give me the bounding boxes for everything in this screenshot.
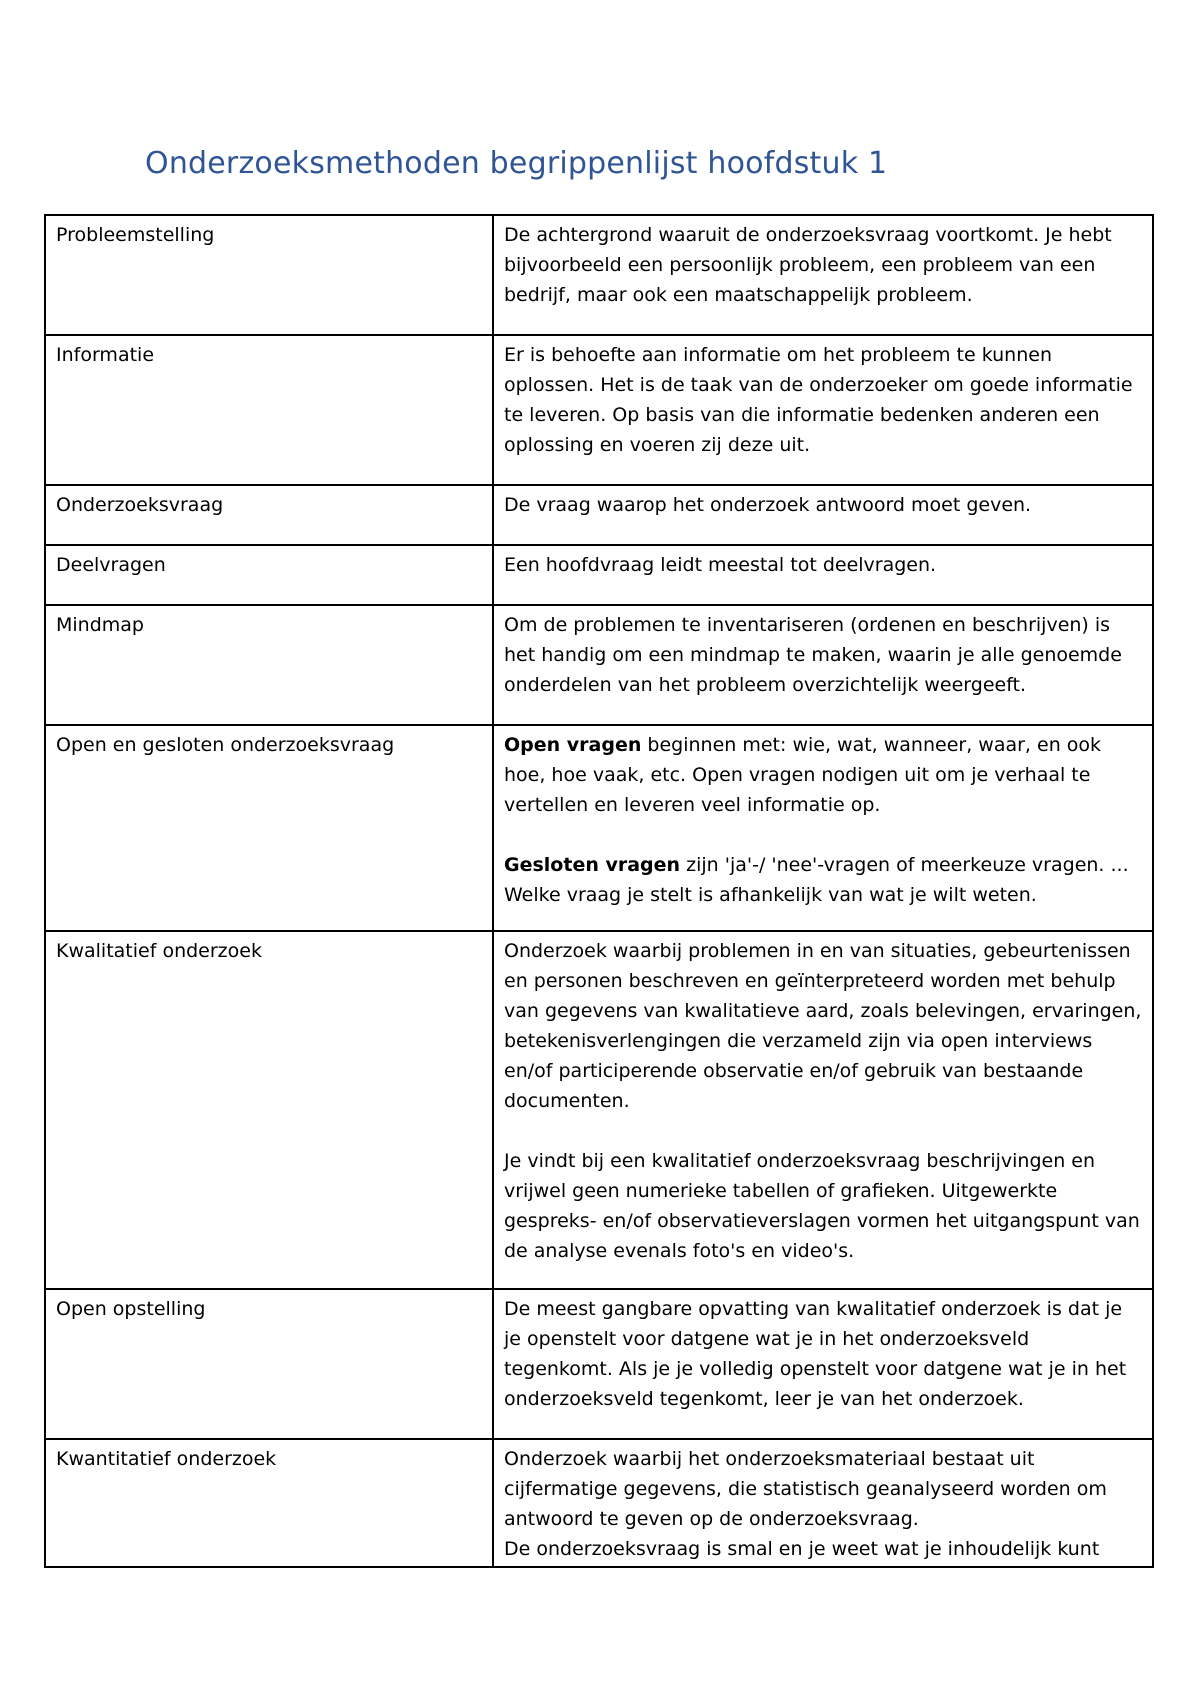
definition-cell: [493, 725, 1153, 931]
term-cell: Kwalitatief onderzoek: [45, 931, 493, 1289]
definition-cell: [493, 215, 1153, 335]
definition-paragraph: Je vindt bij een kwalitatief onderzoeksvraag beschrijvingen en vrijwel geen numerieke tabellen of grafieken. Uitgewerkte gespreks- en/of observatieverslagen vormen het uitgangspunt van de analyse evenals foto's en video's.: [504, 1150, 1140, 1262]
page-title: Onderzoeksmethoden begrippenlijst hoofdstuk 1: [145, 146, 888, 181]
closed-questions-label: Gesloten vragen: [504, 854, 681, 876]
definition-paragraph: De onderzoeksvraag is smal en je weet wat je inhoudelijk kunt: [504, 1538, 1100, 1560]
closed-questions-text: zijn 'ja'-/ 'nee'-vragen of meerkeuze vragen. ... Welke vraag je stelt is afhankelijk van wat je wilt weten.: [504, 854, 1129, 906]
definition-cell: [493, 1289, 1153, 1439]
table-row: [45, 605, 1153, 725]
definition-paragraph: Onderzoek waarbij het onderzoeksmateriaal bestaat uit cijfermatige gegevens, die statistisch geanalyseerd worden om antwoord te geven op de onderzoeksvraag.: [504, 1448, 1107, 1530]
definition-cell: [493, 931, 1153, 1289]
open-questions-label: Open vragen: [504, 734, 642, 756]
table-row: [45, 485, 1153, 545]
open-questions-text: beginnen met: wie, wat, wanneer, waar, en ook hoe, hoe vaak, etc. Open vragen nodigen uit om je verhaal te vertellen en leveren veel informatie op.: [504, 734, 1102, 816]
definition-paragraph: [504, 730, 1142, 820]
table-row: [45, 335, 1153, 485]
definition-cell: [493, 485, 1153, 545]
term-cell: Informatie: [45, 335, 493, 485]
definition-paragraph: Onderzoek waarbij problemen in en van situaties, gebeurtenissen en personen beschreven en geïnterpreteerd worden met behulp van gegevens van kwalitatieve aard, zoals belevingen, ervaringen, betekenisverlengingen die verzameld zijn via open interviews en/of participerende observatie en/of gebruik van bestaande documenten.: [504, 940, 1142, 1112]
term-cell: Deelvragen: [45, 545, 493, 605]
term-cell: Onderzoeksvraag: [45, 485, 493, 545]
definition-text: De meest gangbare opvatting van kwalitatief onderzoek is dat je je openstelt voor datgene wat je in het onderzoeksveld tegenkomt. Als je je volledig openstelt voor datgene wat je in het onderzoeksveld tegenkomt, leer je van het onderzoek.: [504, 1298, 1127, 1410]
definition-text: De achtergrond waaruit de onderzoeksvraag voortkomt. Je hebt bijvoorbeeld een persoonlijk probleem, een probleem van een bedrijf, maar ook een maatschappelijk probleem.: [504, 224, 1112, 306]
definition-cell: [493, 605, 1153, 725]
definition-cell: [493, 335, 1153, 485]
term-cell: Kwantitatief onderzoek: [45, 1439, 493, 1567]
glossary-table: [44, 214, 1154, 1568]
table-row: [45, 931, 1153, 1289]
term-cell: Probleemstelling: [45, 215, 493, 335]
table-row: [45, 725, 1153, 931]
term-cell: Open opstelling: [45, 1289, 493, 1439]
definition-text: De vraag waarop het onderzoek antwoord moet geven.: [504, 494, 1032, 516]
table-row: [45, 545, 1153, 605]
definition-paragraph: [504, 850, 1142, 910]
definition-text: Om de problemen te inventariseren (ordenen en beschrijven) is het handig om een mindmap te maken, waarin je alle genoemde onderdelen van het probleem overzichtelijk weergeeft.: [504, 614, 1122, 696]
table-row: [45, 1439, 1153, 1567]
definition-cell: [493, 545, 1153, 605]
definition-cell: [493, 1439, 1153, 1567]
definition-text: Er is behoefte aan informatie om het probleem te kunnen oplossen. Het is de taak van de onderzoeker om goede informatie te leveren. Op basis van die informatie bedenken anderen een oplossing en voeren zij deze uit.: [504, 344, 1133, 456]
table-row: [45, 1289, 1153, 1439]
table-row: [45, 215, 1153, 335]
term-cell: Mindmap: [45, 605, 493, 725]
term-cell: Open en gesloten onderzoeksvraag: [45, 725, 493, 931]
definition-text: Een hoofdvraag leidt meestal tot deelvragen.: [504, 554, 937, 576]
